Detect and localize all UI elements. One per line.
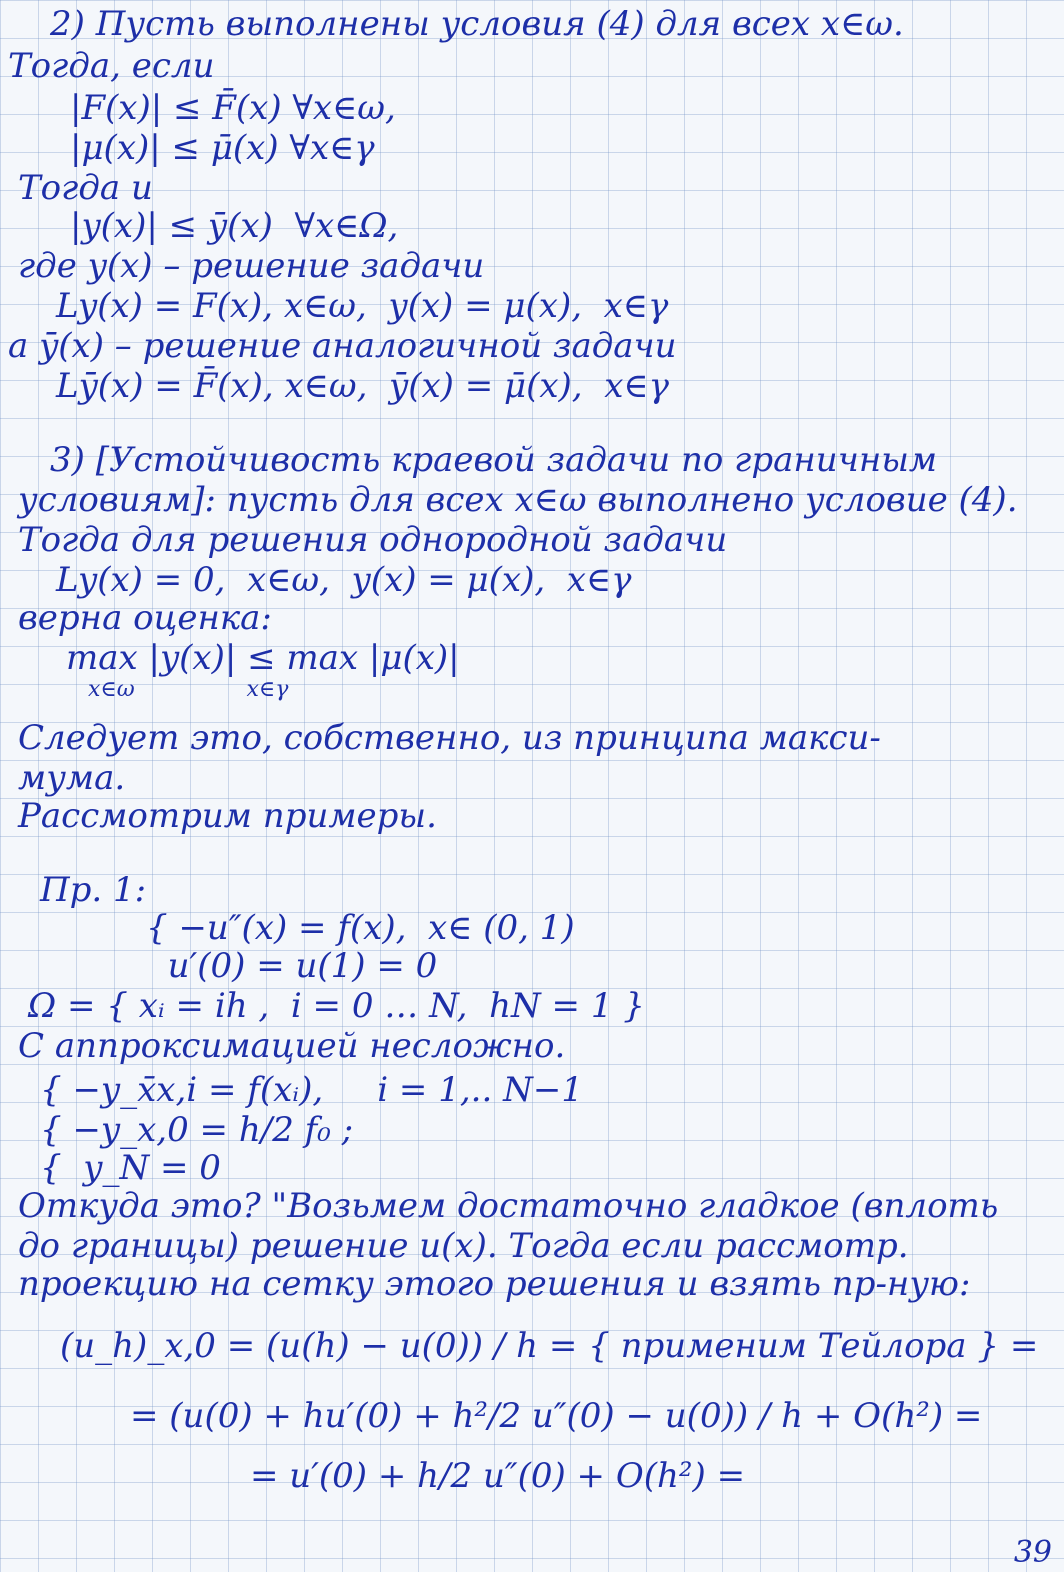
text-line: Lȳ(x) = F̄(x), x∈ω, ȳ(x) = μ̄(x), x∈γ xyxy=(56,366,669,406)
text-line: Пр. 1: xyxy=(40,870,147,910)
text-line: условиям]: пусть для всех x∈ω выполнено условие (4). xyxy=(18,480,1018,520)
text-line: 2) Пусть выполнены условия (4) для всех x∈ω. xyxy=(50,4,904,44)
text-line: мума. xyxy=(18,758,126,798)
text-line: Тогда для решения однородной задачи xyxy=(18,520,728,560)
text-line: Откуда это? "Возьмем достаточно гладкое (вплоть xyxy=(18,1186,999,1226)
text-line: 3) [Устойчивость краевой задачи по граничным xyxy=(50,440,938,480)
text-line: = (u(0) + hu′(0) + h²/2 u″(0) − u(0)) / h + O(h²) = xyxy=(130,1396,983,1436)
text-line: С аппроксимацией несложно. xyxy=(18,1026,566,1066)
text-line: Тогда и xyxy=(18,168,153,208)
text-line: u′(0) = u(1) = 0 xyxy=(146,946,438,986)
text-line: Ly(x) = F(x), x∈ω, y(x) = μ(x), x∈γ xyxy=(56,286,669,326)
text-line: max |y(x)| ≤ max |μ(x)| xyxy=(66,638,460,678)
text-line: { y_N = 0 xyxy=(40,1148,221,1188)
text-line: а ȳ(x) – решение аналогичной задачи xyxy=(8,326,677,366)
text-line: Ly(x) = 0, x∈ω, y(x) = μ(x), x∈γ xyxy=(56,560,632,600)
text-line: Тогда, если xyxy=(8,46,215,86)
text-line: |y(x)| ≤ ȳ(x) ∀x∈Ω, xyxy=(70,206,399,246)
text-line: { −y_x̄x,i = f(xᵢ), i = 1,.. N−1 xyxy=(40,1070,583,1110)
text-subscript: x∈ω x∈γ xyxy=(88,677,289,702)
text-line: { −u″(x) = f(x), x∈ (0, 1) xyxy=(146,908,575,948)
page-number: 39 xyxy=(1013,1535,1052,1570)
text-line: |μ(x)| ≤ μ̄(x) ∀x∈γ xyxy=(70,128,375,168)
text-line: до границы) решение u(x). Тогда если рассмотр. xyxy=(18,1226,909,1266)
text-line: верна оценка: xyxy=(18,598,272,638)
text-line: Ω = { xᵢ = ih , i = 0 … N, hN = 1 } xyxy=(28,986,645,1026)
text-line: (u_h)_x,0 = (u(h) − u(0)) / h = { применим Тейлора } = xyxy=(60,1326,1039,1366)
text-line: Рассмотрим примеры. xyxy=(18,796,437,836)
text-line: где y(x) – решение задачи xyxy=(18,246,485,286)
text-line: Следует это, собственно, из принципа макси- xyxy=(18,718,881,758)
text-line: { −y_x,0 = h/2 f₀ ; xyxy=(40,1110,354,1150)
text-line: |F(x)| ≤ F̄(x) ∀x∈ω, xyxy=(70,88,396,128)
text-line: проекцию на сетку этого решения и взять пр-ную: xyxy=(18,1264,971,1304)
text-line: = u′(0) + h/2 u″(0) + O(h²) = xyxy=(250,1456,746,1496)
